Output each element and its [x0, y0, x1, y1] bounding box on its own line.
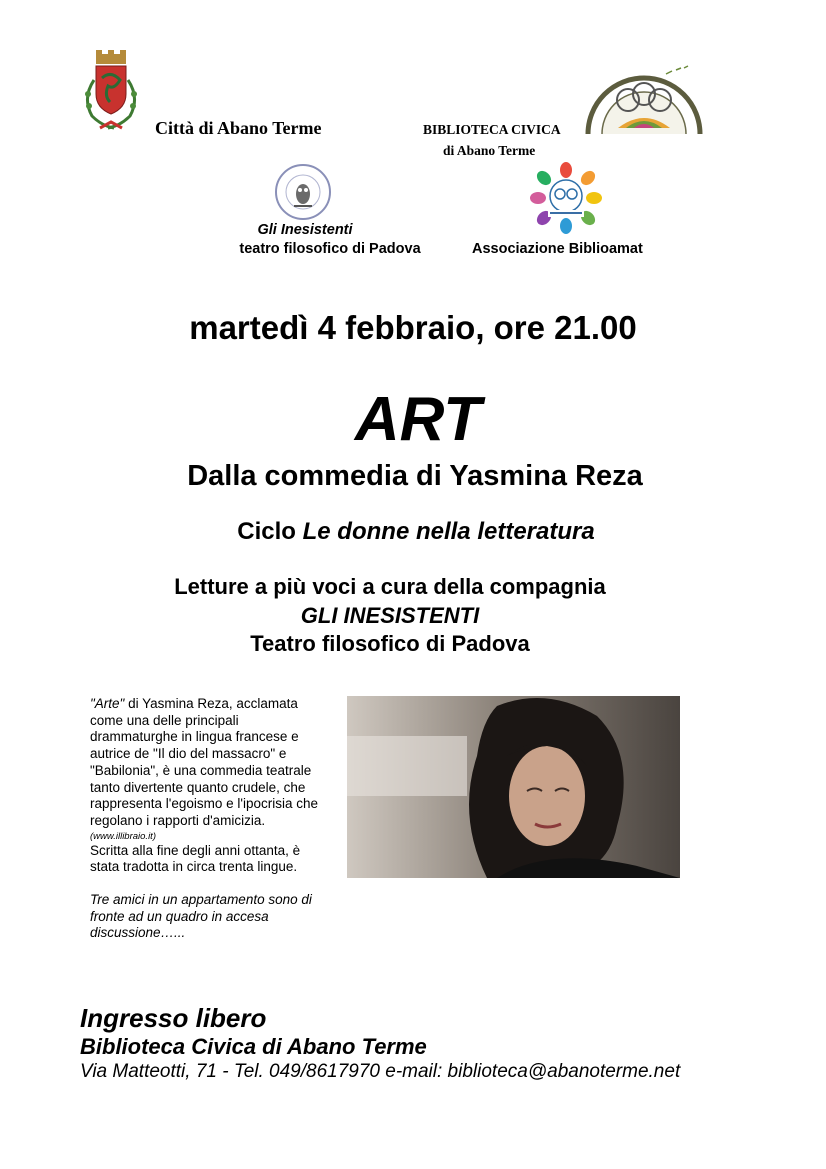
source-note: (www.illibraio.it)	[90, 830, 156, 842]
admission-note: Ingresso libero	[80, 1003, 267, 1033]
company-name: Gli Inesistenti	[257, 222, 353, 238]
event-day: martedì 4 febbraio	[189, 309, 476, 346]
biblioamat-logo	[530, 162, 602, 234]
venue-name: Biblioteca Civica di Abano Terme	[80, 1034, 427, 1059]
description-para: di Yasmina Reza, acclamata come una delle principali drammaturghe in lingua francese e autrice de "Il dio del massacro" e "Babilonia", è una commedia teatrale tanto divertente quanto crudele, che rappresenta l'egoismo e l'ipocrisia che regolano i rapporti d'amicizia.	[90, 696, 319, 828]
event-subtitle: Dalla commedia di Yasmina Reza	[187, 460, 643, 492]
company-caps: GLI INESISTENTI	[300, 602, 480, 628]
event-date	[0, 309, 826, 347]
readings-line: Letture a più voci a cura della compagnia	[174, 574, 606, 599]
company-subtitle: teatro filosofico di Padova	[239, 241, 421, 257]
association-name: Associazione Biblioamat	[472, 241, 643, 257]
library-location: di Abano Terme	[443, 143, 536, 158]
event-cycle	[0, 518, 826, 546]
description-teaser: Tre amici in un appartamento sono di fronte ad un quadro in accesa discussione…...	[90, 892, 312, 941]
coat-of-arms-icon	[80, 50, 142, 136]
readings-block	[0, 573, 780, 659]
event-time: , ore 21.00	[475, 309, 637, 346]
owl-seal-logo	[272, 162, 334, 222]
venue-contact: Via Matteotti, 71 - Tel. 049/8617970 e-mail: biblioteca@abanoterme.net	[80, 1061, 681, 1082]
cycle-prefix: Ciclo	[237, 518, 303, 545]
event-title: ART	[354, 385, 482, 454]
author-photo	[347, 696, 680, 878]
city-name: Città di Abano Terme	[155, 118, 322, 138]
cycle-name: Le donne nella letteratura	[302, 518, 595, 545]
library-name: BIBLIOTECA CIVICA	[423, 122, 561, 137]
readings-line: Teatro filosofico di Padova	[250, 631, 530, 656]
description	[90, 696, 330, 942]
biblioteca-logo	[582, 62, 706, 136]
description-para: Scritta alla fine degli anni ottanta, è stata tradotta in circa trenta lingue.	[90, 842, 301, 875]
work-title: "Arte"	[90, 696, 125, 711]
